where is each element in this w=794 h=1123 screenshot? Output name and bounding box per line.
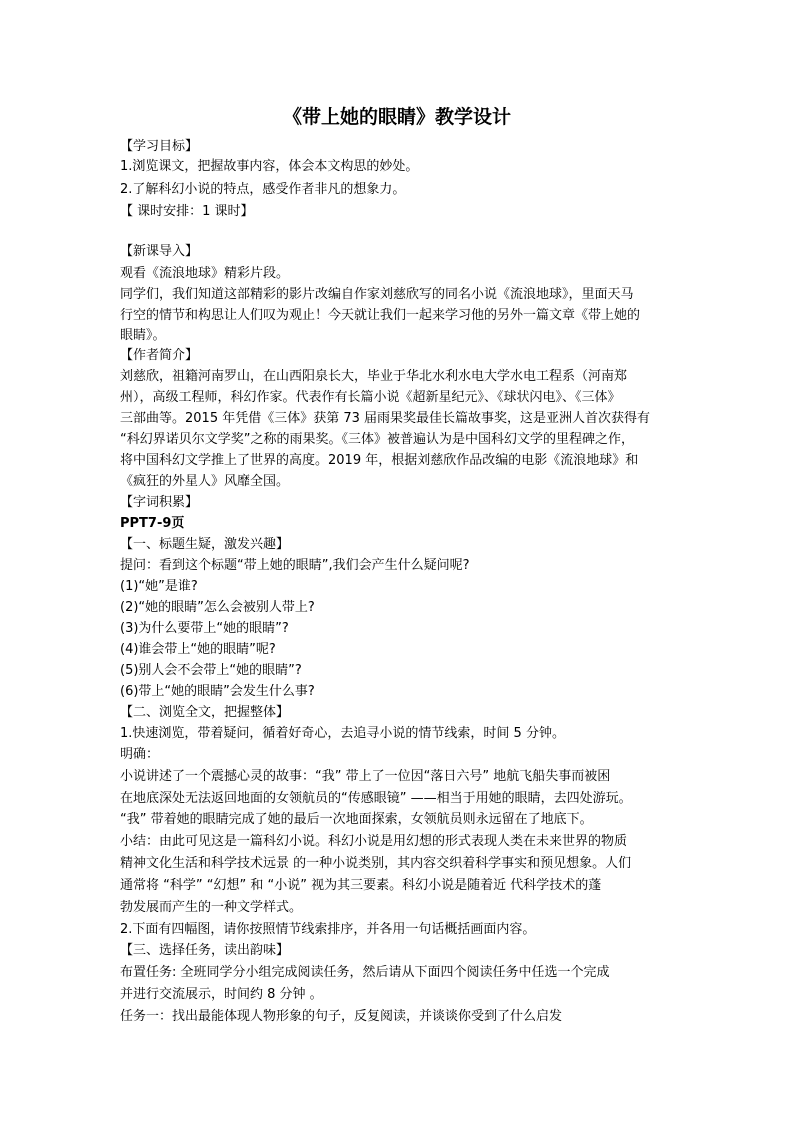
intro-line-1: 观看《流浪地球》精彩片段。 [120, 266, 290, 281]
goal-line-1: 1.浏览课文，把握故事内容，体会本文构思的妙处。 [120, 159, 419, 174]
heading-section-one: 【一、标题生疑，激发兴趣】 [120, 537, 290, 552]
heading-section-two: 【二、浏览全文，把握整体】 [120, 705, 290, 720]
summary-line-2: 在地底深处无法返回地面的女领航员的“传感眼镜” ——相当于用她的眼睛，去四处游玩。 [120, 791, 632, 806]
author-line-5: 将中国科幻文学推上了世界的高度。2019 年，根据刘慈欣作品改编的电影《流浪地球》和 [120, 453, 639, 468]
goal-line-2: 2.了解科幻小说的特点，感受作者非凡的想象力。 [120, 182, 406, 197]
conclusion-line-4: 勃发展而产生的一种文学样式。 [120, 900, 303, 915]
intro-line-3: 行空的情节和构思让人们叹为观止！今天就让我们一起来学习他的另外一篇文章《带上她的 [120, 308, 641, 323]
intro-line-2: 同学们，我们知道这部精彩的影片改编自作家刘慈欣写的同名小说《流浪地球》，里面天马 [120, 287, 634, 302]
conclusion-line-1: 小结：由此可见这是一篇科幻小说。科幻小说是用幻想的形式表现人类在未来世界的物质 [120, 834, 628, 849]
author-line-1: 刘慈欣，祖籍河南罗山，在山西阳泉长大，毕业于华北水利水电大学水电工程系（河南郑 [120, 369, 628, 384]
conclusion-line-2: 精神文化生活和科学技术远景 的一种小说类别，其内容交织着科学事实和预见想象。人们 [120, 856, 632, 871]
author-line-6: 《疯狂的外星人》风靡全国。 [120, 474, 290, 489]
assignment-line-2: 并进行交流展示，时间约 8 分钟 。 [120, 987, 323, 1002]
author-line-4: “科幻界诺贝尔文学奖”之称的雨果奖。《三体》被普遍认为是中国科幻文学的里程碑之作， [120, 432, 634, 447]
heading-learning-goals: 【学习目标】 [120, 139, 199, 154]
skim-task: 1.快速浏览，带着疑问，循着好奇心，去追寻小说的情节线索，时间 5 分钟。 [120, 726, 565, 741]
summary-line-3: “我” 带着她的眼睛完成了她的最后一次地面探索，女领航员则永远留在了地底下。 [120, 812, 593, 827]
assignment-line-1: 布置任务: 全班同学分小组完成阅读任务，然后请从下面四个阅读任务中任选一个完成 [120, 965, 610, 980]
summary-line-1: 小说讲述了一个震撼心灵的故事：“我” 带上了一位因“落日六号” 地航飞船失事而被困 [120, 769, 611, 784]
author-line-3: 三部曲等。2015 年凭借《三体》获第 73 届雨果奖最佳长篇故事奖，这是亚洲人首次获得有 [120, 411, 651, 426]
question-4: (4)谁会带上“她的眼睛”呢? [120, 642, 276, 657]
conclusion-line-3: 通常将 “科学” “幻想” 和 “小说” 视为其三要素。科幻小说是随着近 代科学技术的蓬 [120, 878, 602, 893]
heading-new-lesson: 【新课导入】 [120, 244, 199, 259]
question-5: (5)别人会不会带上“她的眼睛”? [120, 663, 302, 678]
task-one: 任务一：找出最能体现人物形象的句子，反复阅读，并谈谈你受到了什么启发 [120, 1009, 563, 1024]
question-6: (6)带上“她的眼睛”会发生什么事? [120, 684, 315, 699]
heading-author: 【作者简介】 [120, 348, 199, 363]
question-3: (3)为什么要带上“她的眼睛”? [120, 621, 289, 636]
class-schedule: 【 课时安排：1 课时】 [120, 204, 254, 219]
heading-vocabulary: 【字词积累】 [120, 495, 199, 510]
author-line-2: 州），高级工程师，科幻作家。代表作有长篇小说《超新星纪元》、《球状闪电》、《三体》 [120, 390, 621, 405]
clarify-label: 明确： [120, 747, 160, 762]
document-title: 《带上她的眼睛》教学设计 [282, 106, 511, 128]
question-prompt: 提问：看到这个标题“带上她的眼睛”,我们会产生什么疑问呢? [120, 558, 470, 573]
question-1: (1)“她”是谁? [120, 579, 198, 594]
intro-line-4: 眼睛》。 [120, 328, 166, 343]
ppt-reference: PPT7-9页 [120, 516, 185, 531]
heading-section-three: 【三、选择任务，读出韵味】 [120, 943, 290, 958]
question-2: (2)“她的眼睛”怎么会被别人带上? [120, 600, 315, 615]
picture-task: 2.下面有四幅图，请你按照情节线索排序，并各用一句话概括画面内容。 [120, 922, 536, 937]
